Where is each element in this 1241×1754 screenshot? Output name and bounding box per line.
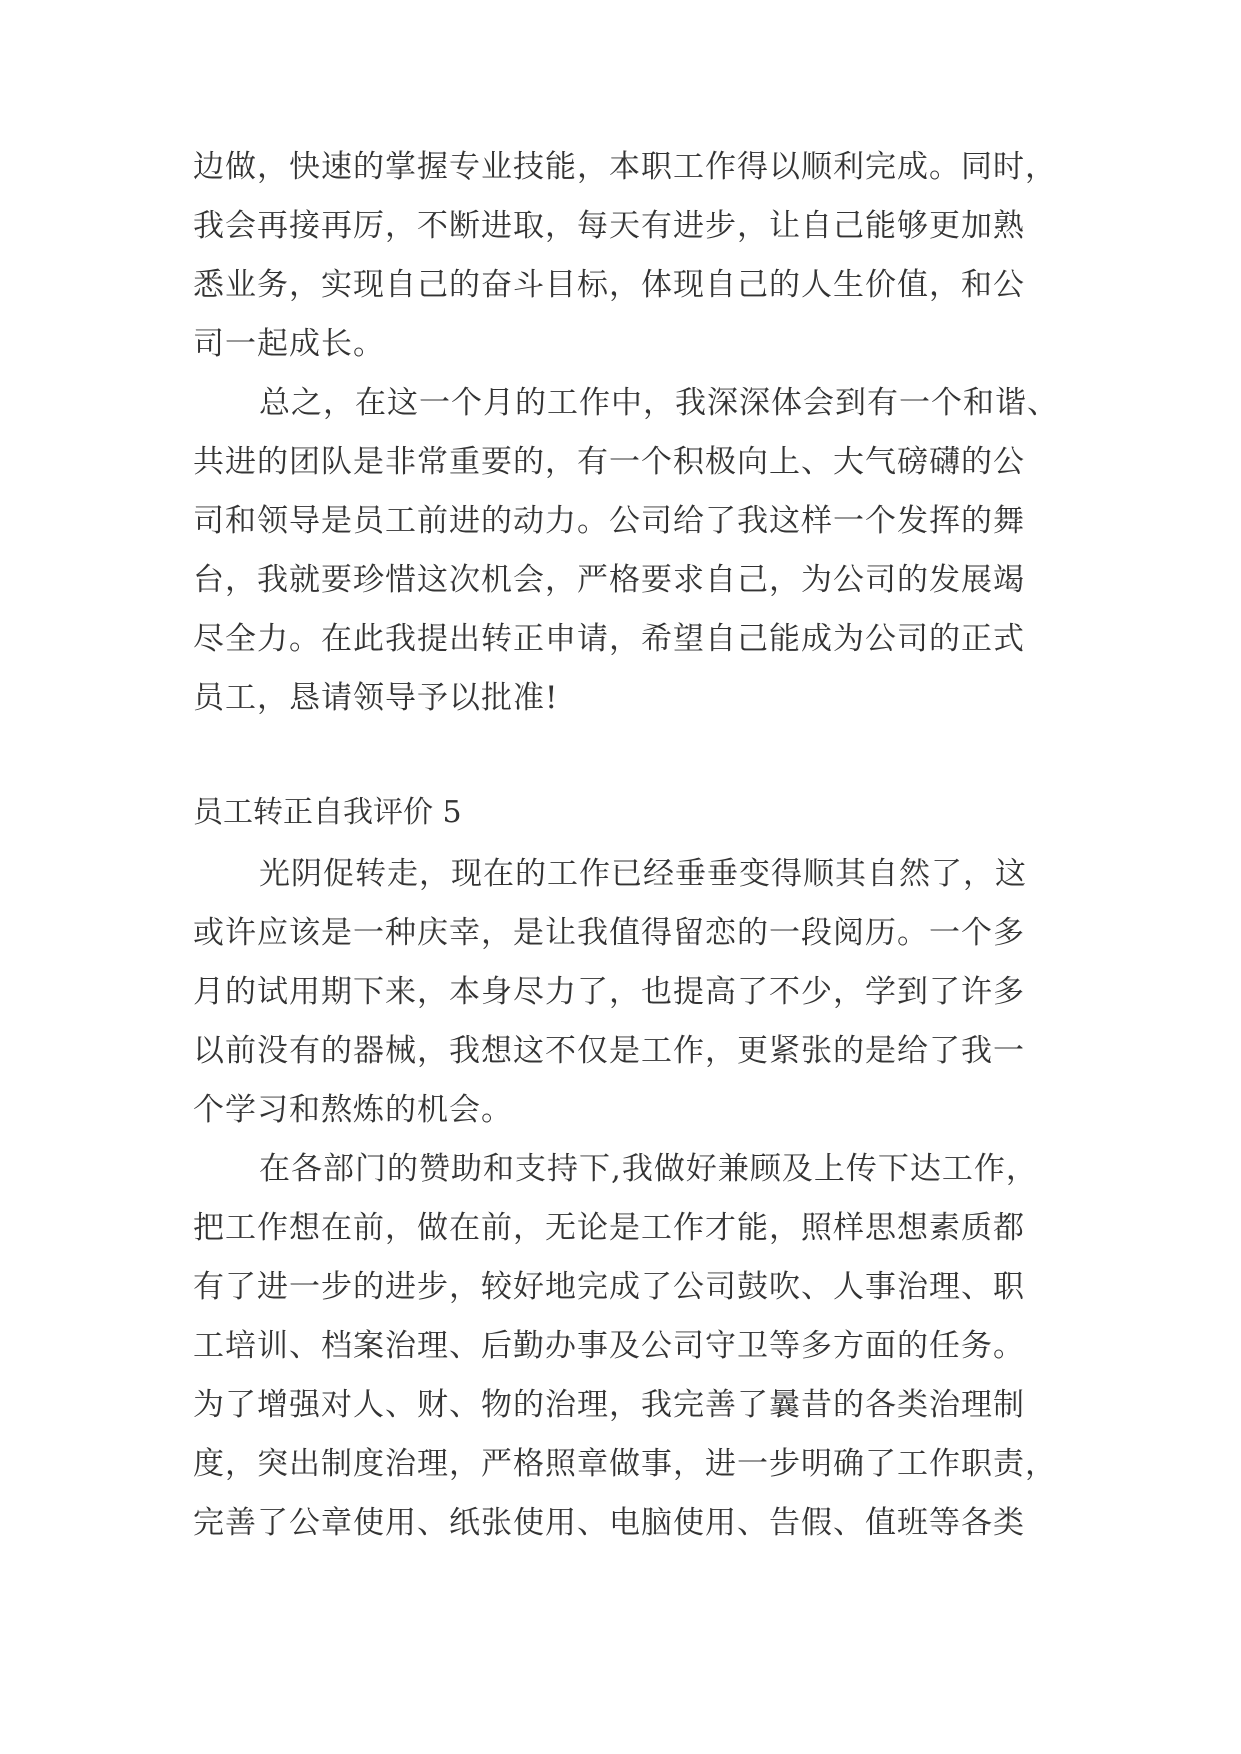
text-line: 度，突出制度治理，严格照章做事，进一步明确了工作职责， — [193, 1446, 1057, 1482]
text-line: 悉业务，实现自己的奋斗目标，体现自己的人生价值，和公 — [193, 267, 1025, 303]
text-line: 在各部门的赞助和支持下,我做好兼顾及上传下达工作， — [259, 1151, 1038, 1187]
text-line: 或许应该是一种庆幸，是让我值得留恋的一段阅历。一个多 — [193, 915, 1025, 951]
text-line: 把工作想在前，做在前，无论是工作才能，照样思想素质都 — [193, 1210, 1025, 1246]
text-line: 总之，在这一个月的工作中，我深深体会到有一个和谐、 — [259, 385, 1059, 421]
text-line: 边做，快速的掌握专业技能，本职工作得以顺利完成。同时， — [193, 149, 1057, 185]
text-line: 有了进一步的进步，较好地完成了公司鼓吹、人事治理、职 — [193, 1269, 1025, 1305]
text-line: 共进的团队是非常重要的，有一个积极向上、大气磅礴的公 — [193, 444, 1025, 480]
text-line: 完善了公章使用、纸张使用、电脑使用、告假、值班等各类 — [193, 1505, 1025, 1541]
text-line: 个学习和熬炼的机会。 — [193, 1092, 513, 1128]
text-line: 为了增强对人、财、物的治理，我完善了曩昔的各类治理制 — [193, 1387, 1025, 1423]
text-line: 司和领导是员工前进的动力。公司给了我这样一个发挥的舞 — [193, 503, 1025, 539]
text-line: 工培训、档案治理、后勤办事及公司守卫等多方面的任务。 — [193, 1328, 1025, 1364]
text-line: 我会再接再厉，不断进取，每天有进步，让自己能够更加熟 — [193, 208, 1025, 244]
text-line: 尽全力。在此我提出转正申请，希望自己能成为公司的正式 — [193, 621, 1025, 657]
text-line: 月的试用期下来，本身尽力了，也提高了不少，学到了许多 — [193, 974, 1025, 1010]
text-line: 以前没有的器械，我想这不仅是工作，更紧张的是给了我一 — [193, 1033, 1025, 1069]
text-line: 司一起成长。 — [193, 326, 385, 362]
text-line: 员工，恳请领导予以批准! — [193, 680, 559, 716]
text-line: 光阴促转走，现在的工作已经垂垂变得顺其自然了，这 — [259, 856, 1027, 892]
text-line: 台，我就要珍惜这次机会，严格要求自己，为公司的发展竭 — [193, 562, 1025, 598]
section-heading: 员工转正自我评价 5 — [193, 795, 462, 830]
